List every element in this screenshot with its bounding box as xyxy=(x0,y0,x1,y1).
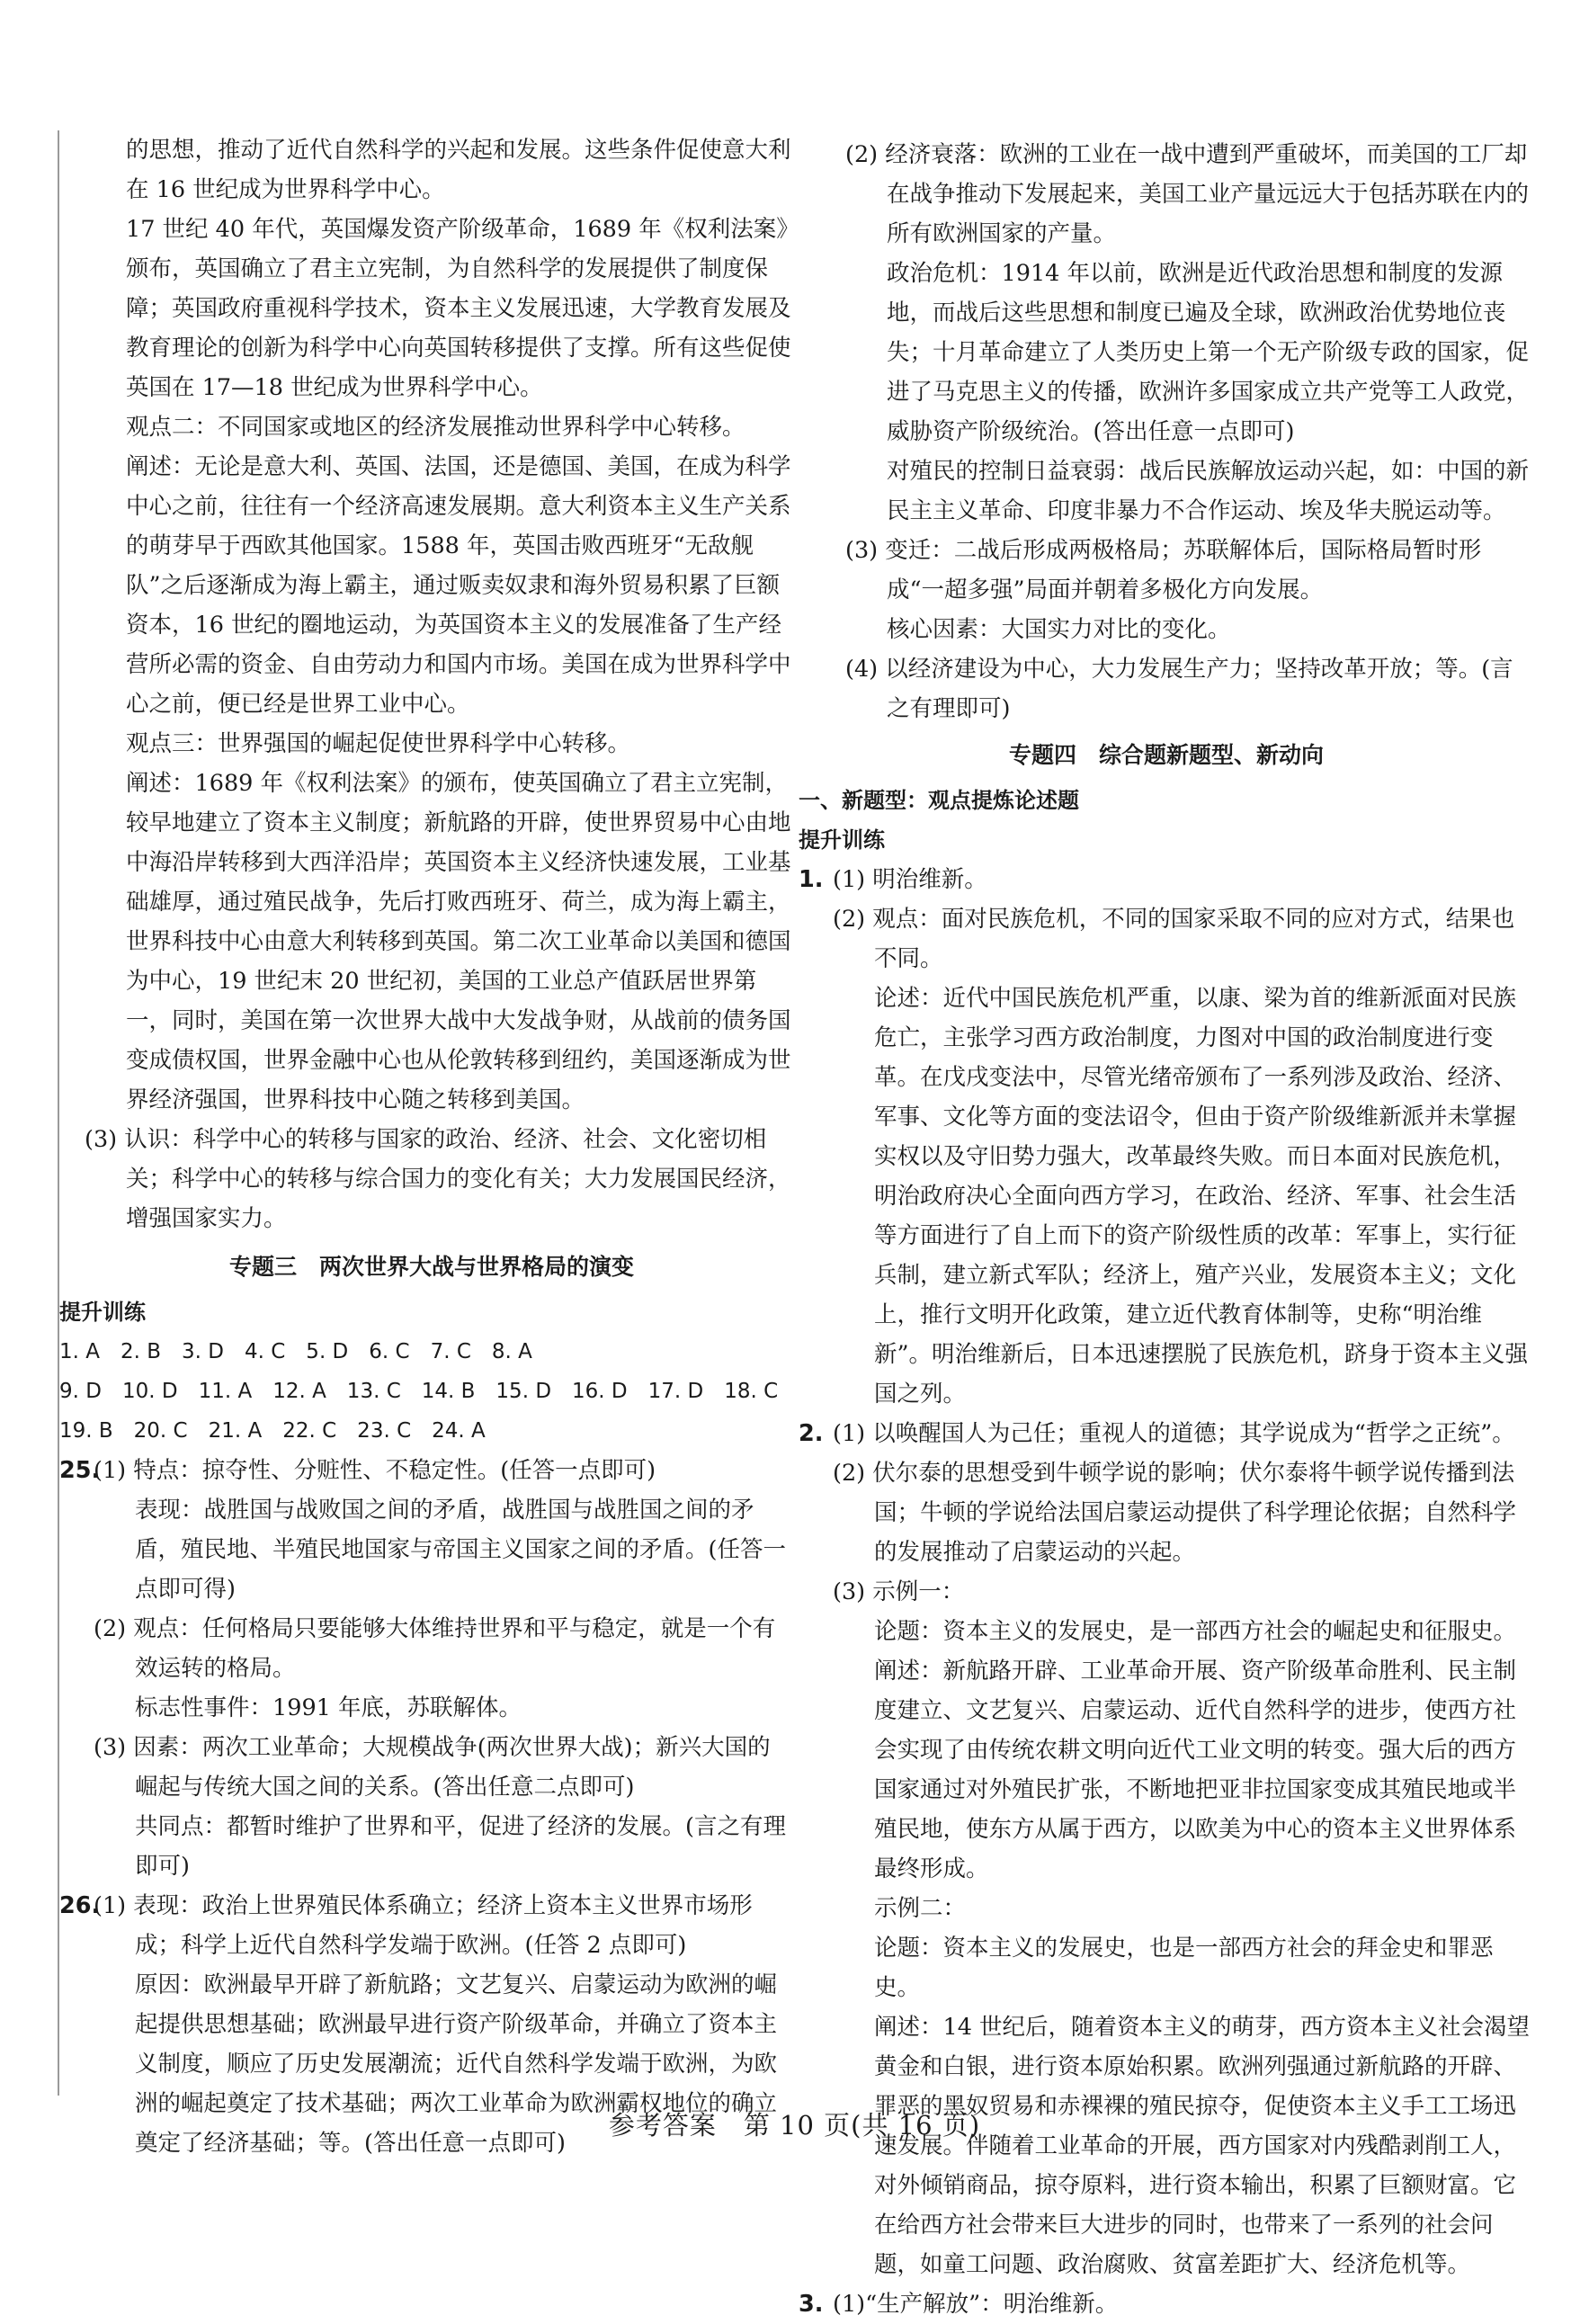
viewpoint-2: 观点二：不同国家或地区的经济发展推动世界科学中心转移。 xyxy=(126,414,745,441)
answer-line: 共同点：都暂时维护了世界和平，促进了经济的发展。(言之有理即可) xyxy=(135,1813,786,1880)
answer-line: (2) 观点：任何格局只要能够大体维持世界和平与稳定，就是一个有效运转的格局。 xyxy=(94,1615,776,1682)
answer-line: (4) 以经济建设为中心，大力发展生产力；坚持改革开放；等。(言之有理即可) xyxy=(845,656,1513,722)
answer-line: (1) 表现：政治上世界殖民体系确立；经济上资本主义世界市场形成；科学上近代自然科学发端于欧洲。(任答 2 点即可) xyxy=(94,1892,753,1959)
question-number: 25. xyxy=(59,1457,101,1484)
topic-4-heading: 专题四 综合题新题型、新动向 xyxy=(1008,742,1324,768)
answer-line: (2) 伏尔泰的思想受到牛顿学说的影响；伏尔泰将牛顿学说传播到法国；牛顿的学说给法国启蒙运动提供了科学理论依据；自然科学的发展推动了启蒙运动的兴起。 xyxy=(833,1460,1517,1566)
answer-line: 政治危机：1914 年以前，欧洲是近代政治思想和制度的发源地，而战后这些思想和制度已遍及全球，欧洲政治优势地位丧失；十月革命建立了人类历史上第一个无产阶级专政的国家，促进了马克思主义的传播，欧洲许多国家成立共产党等工人政党，威胁资产阶级统治。(答出任意一点即可) xyxy=(887,260,1530,445)
question-number: 26. xyxy=(59,1892,101,1919)
answer-line: (2) 观点：面对民族危机，不同的国家采取不同的应对方式，结果也不同。 xyxy=(833,906,1515,972)
answer-line: (3) 变迁：二战后形成两极格局；苏联解体后，国际格局暂时形成“一超多强”局面并朝着多极化方向发展。 xyxy=(845,537,1482,603)
question-number: 2. xyxy=(799,1420,824,1447)
answer-line: (2) 经济衰落：欧洲的工业在一战中遭到严重破坏，而美国的工厂却在战争推动下发展起来，美国工业产量远远大于包括苏联在内的所有欧洲国家的产量。 xyxy=(845,141,1530,247)
answer-line: (3) 示例一： xyxy=(833,1578,965,1605)
question-number: 1. xyxy=(799,866,824,893)
mc-row: 19. B 20. C 21. A 22. C 23. C 24. A xyxy=(59,1419,486,1443)
question-2 xyxy=(799,1414,1534,2284)
answer-line: (3) 因素：两次工业革命；大规模战争(两次世界大战)；新兴大国的崛起与传统大国之间的关系。(答出任意二点即可) xyxy=(94,1734,771,1801)
page-footer: 参考答案 第 10 页(共 16 页) xyxy=(608,2110,981,2141)
mc-row: 9. D 10. D 11. A 12. A 13. C 14. B 15. D 16. D 17. D 18. C xyxy=(59,1380,779,1403)
paragraph: 17 世纪 40 年代，英国爆发资产阶级革命，1689 年《权利法案》颁布，英国确立了君主立宪制，为自然科学的发展提供了制度保障；英国政府重视科学技术，资本主义发展迅速，大学教育发展及教育理论的创新为科学中心向英国转移提供了支撑。所有这些促使英国在 17—18 世纪成为世界科学中心。 xyxy=(126,216,791,401)
question-25 xyxy=(59,1451,791,1886)
training-label: 提升训练 xyxy=(59,1300,146,1325)
answer-line: (1) 特点：掠夺性、分赃性、不稳定性。(任答一点即可) xyxy=(94,1457,656,1484)
answer-line: (1)“生产解放”：明治维新。 xyxy=(833,2291,1119,2318)
section-1-title: 一、新题型：观点提炼论述题 xyxy=(799,788,1079,813)
answer-line: 论题：资本主义的发展史，也是一部西方社会的拜金史和罪恶史。 xyxy=(874,1935,1494,2001)
answer-line: 标志性事件：1991 年底，苏联解体。 xyxy=(135,1694,522,1721)
question-1 xyxy=(799,860,1534,1414)
answer-line: 论述：近代中国民族危机严重，以康、梁为首的维新派面对民族危亡，主张学习西方政治制度，力图对中国的政治制度进行变革。在戊戌变法中，尽管光绪帝颁布了一系列涉及政治、经济、军事、文化等方面的变法诏令，但由于资产阶级维新派并未掌握实权以及守旧势力强大，改革最终失败。而日本面对民族危机，明治政府决心全面向西方学习，在政治、经济、军事、社会生活等方面进行了自上而下的资产阶级性质的改革：军事上，实行征兵制，建立新式军队；经济上，殖产兴业，发展资本主义；文化上，推行文明开化政策，建立近代教育体制等，史称“明治维新”。明治维新后，日本迅速摆脱了民族危机，跻身于资本主义强国之列。 xyxy=(874,985,1529,1408)
viewpoint-3: 观点三：世界强国的崛起促使世界科学中心转移。 xyxy=(126,730,631,757)
question-3 xyxy=(799,2284,1534,2324)
answer-line: 对殖民的控制日益衰弱：战后民族解放运动兴起，如：中国的新民主主义革命、印度非暴力不合作运动、埃及华夫脱运动等。 xyxy=(887,458,1530,524)
answer-3: (3) 认识：科学中心的转移与国家的政治、经济、社会、文化密切相关；科学中心的转移与综合国力的变化有关；大力发展国民经济，增强国家实力。 xyxy=(85,1126,791,1232)
training-label: 提升训练 xyxy=(799,827,885,853)
answer-line: 论题：资本主义的发展史，是一部西方社会的崛起史和征服史。 xyxy=(874,1618,1517,1645)
topic-3-heading: 专题三 两次世界大战与世界格局的演变 xyxy=(228,1254,634,1280)
answer-line: (1) 以唤醒国人为己任；重视人的道德；其学说成为“哲学之正统”。 xyxy=(833,1420,1515,1447)
right-column xyxy=(795,135,1534,2324)
question-number: 3. xyxy=(799,2291,824,2318)
paragraph: 阐述：1689 年《权利法案》的颁布，使英国确立了君主立宪制，较早地建立了资本主义制度；新航路的开辟，使世界贸易中心由地中海沿岸转移到大西洋沿岸；英国资本主义经济快速发展，工业基础雄厚，通过殖民战争，先后打败西班牙、荷兰，成为海上霸主，世界科技中心由意大利转移到英国。第二次工业革命以美国和德国为中心，19 世纪末 20 世纪初，美国的工业总产值跃居世界第一，同时，美国在第一次世界大战中大发战争财，从战前的债务国变成债权国，世界金融中心也从伦敦转移到纽约，美国逐渐成为世界经济强国，世界科技中心随之转移到美国。 xyxy=(126,770,791,1113)
paragraph: 的思想，推动了近代自然科学的兴起和发展。这些条件促使意大利在 16 世纪成为世界科学中心。 xyxy=(126,137,791,203)
answer-line: 核心因素：大国实力对比的变化。 xyxy=(887,616,1231,643)
multiple-choice-answers xyxy=(59,1332,791,1451)
answer-line: 原因：欧洲最早开辟了新航路；文艺复兴、启蒙运动为欧洲的崛起提供思想基础；欧洲最早进行资产阶级革命，并确立了资本主义制度，顺应了历史发展潮流；近代自然科学发端于欧洲，为欧洲的崛起奠定了技术基础；两次工业革命为欧洲霸权地位的确立奠定了经济基础；等。(答出任意一点即可) xyxy=(135,1971,778,2157)
answer-line: 表现：战胜国与战败国之间的矛盾，战胜国与战胜国之间的矛盾，殖民地、半殖民地国家与帝国主义国家之间的矛盾。(任答一点即可得) xyxy=(135,1497,786,1603)
paragraph: 阐述：无论是意大利、英国、法国，还是德国、美国，在成为科学中心之前，往往有一个经济高速发展期。意大利资本主义生产关系的萌芽早于西欧其他国家。1588 年，英国击败西班牙“无敌舰队”之后逐渐成为海上霸主，通过贩卖奴隶和海外贸易积累了巨额资本，16 世纪的圈地运动，为英国资本主义的发展准备了生产经营所必需的资金、自由劳动力和国内市场。美国在成为世界科学中心之前，便已经是世界工业中心。 xyxy=(126,453,791,718)
answer-line: 阐述：新航路开辟、工业革命开展、资产阶级革命胜利、民主制度建立、文艺复兴、启蒙运动、近代自然科学的进步，使西方社会实现了由传统农耕文明向近代工业文明的转变。强大后的西方国家通过对外殖民扩张，不断地把亚非拉国家变成其殖民地或半殖民地，使东方从属于西方，以欧美为中心的资本主义世界体系最终形成。 xyxy=(874,1658,1517,1882)
mc-row: 1. A 2. B 3. D 4. C 5. D 6. C 7. C 8. A xyxy=(59,1340,532,1363)
answer-line: (1) 明治维新。 xyxy=(833,866,987,893)
left-column xyxy=(58,130,791,2157)
answer-line: 示例二： xyxy=(874,1895,967,1922)
answer-line: 阐述：14 世纪后，随着资本主义的萌芽，西方资本主义社会渴望黄金和白银，进行资本原始积累。欧洲列强通过新航路的开辟、罪恶的黑奴贸易和赤裸裸的殖民掠夺，促使资本主义手工工场迅速发展。伴随着工业革命的开展，西方国家对内残酷剥削工人，对外倾销商品，掠夺原料，进行资本输出，积累了巨额财富。它在给西方社会带来巨大进步的同时，也带来了一系列的社会问题，如童工问题、政治腐败、贫富差距扩大、经济危机等。 xyxy=(874,2014,1531,2278)
